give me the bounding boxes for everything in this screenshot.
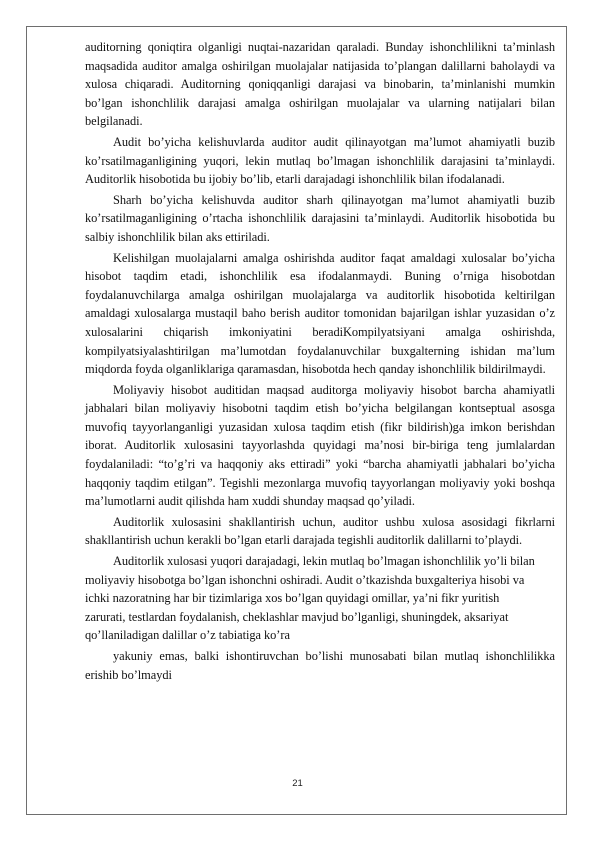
- page-number: 21: [292, 778, 303, 789]
- paragraph-7: Auditorlik xulosasi yuqori darajadagi, lekin mutlaq bo’lmagan ishonchlilik yo’li bilan moliyaviy hisobotga bo’lgan ishonchni oshiradi. Audit o’tkazishda buxgalteriya hisobi va ichki nazoratning har bir tizimlariga xos bo’lgan quyidagi omillar, ya’ni fikr yuritish zarurati, testlardan foydalanish, cheklashlar mavjud bo’lganligi, shuningdek, aksariyat qo’llaniladigan dalillar o’z tabiatiga ko’ra: [85, 554, 535, 643]
- paragraph-1: auditorning qoniqtira olganligi nuqtai-nazaridan qaraladi. Bunday ishonchlilikni ta’minlash maqsadida auditor amalga oshirilgan muolajalar natijasida to’plangan dalillarni baholaydi va xulosa chiqaradi. Auditorning qoniqqanligi darajasi va binobarin, ta’minlanishi mumkin bo’lgan ishonchlilik darajasi amalga oshirilgan muolajalar va ularning natijalari bilan belgilanadi.: [85, 40, 555, 129]
- paragraph-8: yakuniy emas, balki ishontiruvchan bo’lishi munosabati bilan mutlaq ishonchlilikka erishib bo’lmaydi: [85, 649, 555, 682]
- paragraph-6: Auditorlik xulosasini shakllantirish uchun, auditor ushbu xulosa asosidagi fikrlarni shakllantirish uchun kerakli bo’lgan etarli darajada tegishli auditorlik dalillarni to’playdi.: [85, 514, 555, 548]
- paragraph-2: Audit bo’yicha kelishuvlarda auditor audit qilinayotgan ma’lumot ahamiyatli buzib ko’rsatilmaganligining yuqori, lekin mutlaq bo’lmagan ishonchlilik darajasini ta’minlaydi. Auditorlik hisobotida bu ijobiy bo’lib, etarli darajadagi ishonchlilik bilan ifodalanadi.: [85, 134, 555, 187]
- paragraph-3: Sharh bo’yicha kelishuvda auditor sharh qilinayotgan ma’lumot ahamiyatli buzib ko’rsatilmaganligining o’rtacha ishonchlilik darajasini ta’minlaydi. Auditorlik hisobotida bu salbiy ishonchlilik bilan aks ettiriladi.: [85, 192, 555, 244]
- paragraph-4: Kelishilgan muolajalarni amalga oshirishda auditor faqat amaldagi xulosalar bo’yicha hisobot taqdim etadi, ishonchlilik esa ifodalanmaydi. Buning o’rniga hisobotdan foydalanuvchilarga amalga oshirilgan muolajalarga va auditorlik hisobotida keltirilgan amaldagi xulosalarga mustaqil baho berish auditor tomonidan bajarilgan ishlar yuzasidan o’z xulosalarini chiqarish imkoniyatini beradiKompilyatsiyani amalga oshirishda, kompilyatsiyalashtirilgan ma’lumotdan foydalanuvchilar buxgalterning ishidan ma’lum miqdorda foyda olganliklariga qaramasdan, hisobotda hech qanday ishonchlilik bildirilmaydi.: [85, 250, 555, 377]
- document-body: [85, 38, 555, 686]
- paragraph-5: Moliyaviy hisobot auditidan maqsad auditorga moliyaviy hisobot barcha ahamiyatli jabhalari bilan moliyaviy hisobotni taqdim etish bo’yicha belgilangan kontseptual asosga muvofiq tayyorlanganligi yuzasidan xulosa taqdim etish (fikr bildirish)ga imkon berishdan iborat. Auditorlik xulosasini tayyorlashda quyidagi ma’nosi bir-biriga teng jumlalardan foydalaniladi: “to’g’ri va haqqoniy aks ettiradi” yoki “barcha ahamiyatli jabhalari bo’yicha haqqoniy taqdim etilgan”. Tegishli mezonlarga muvofiq tayyorlangan moliyaviy yoki boshqa ma’lumotlarni audit qilishda ham xuddi shunday maqsad qo’yiladi.: [85, 382, 555, 509]
